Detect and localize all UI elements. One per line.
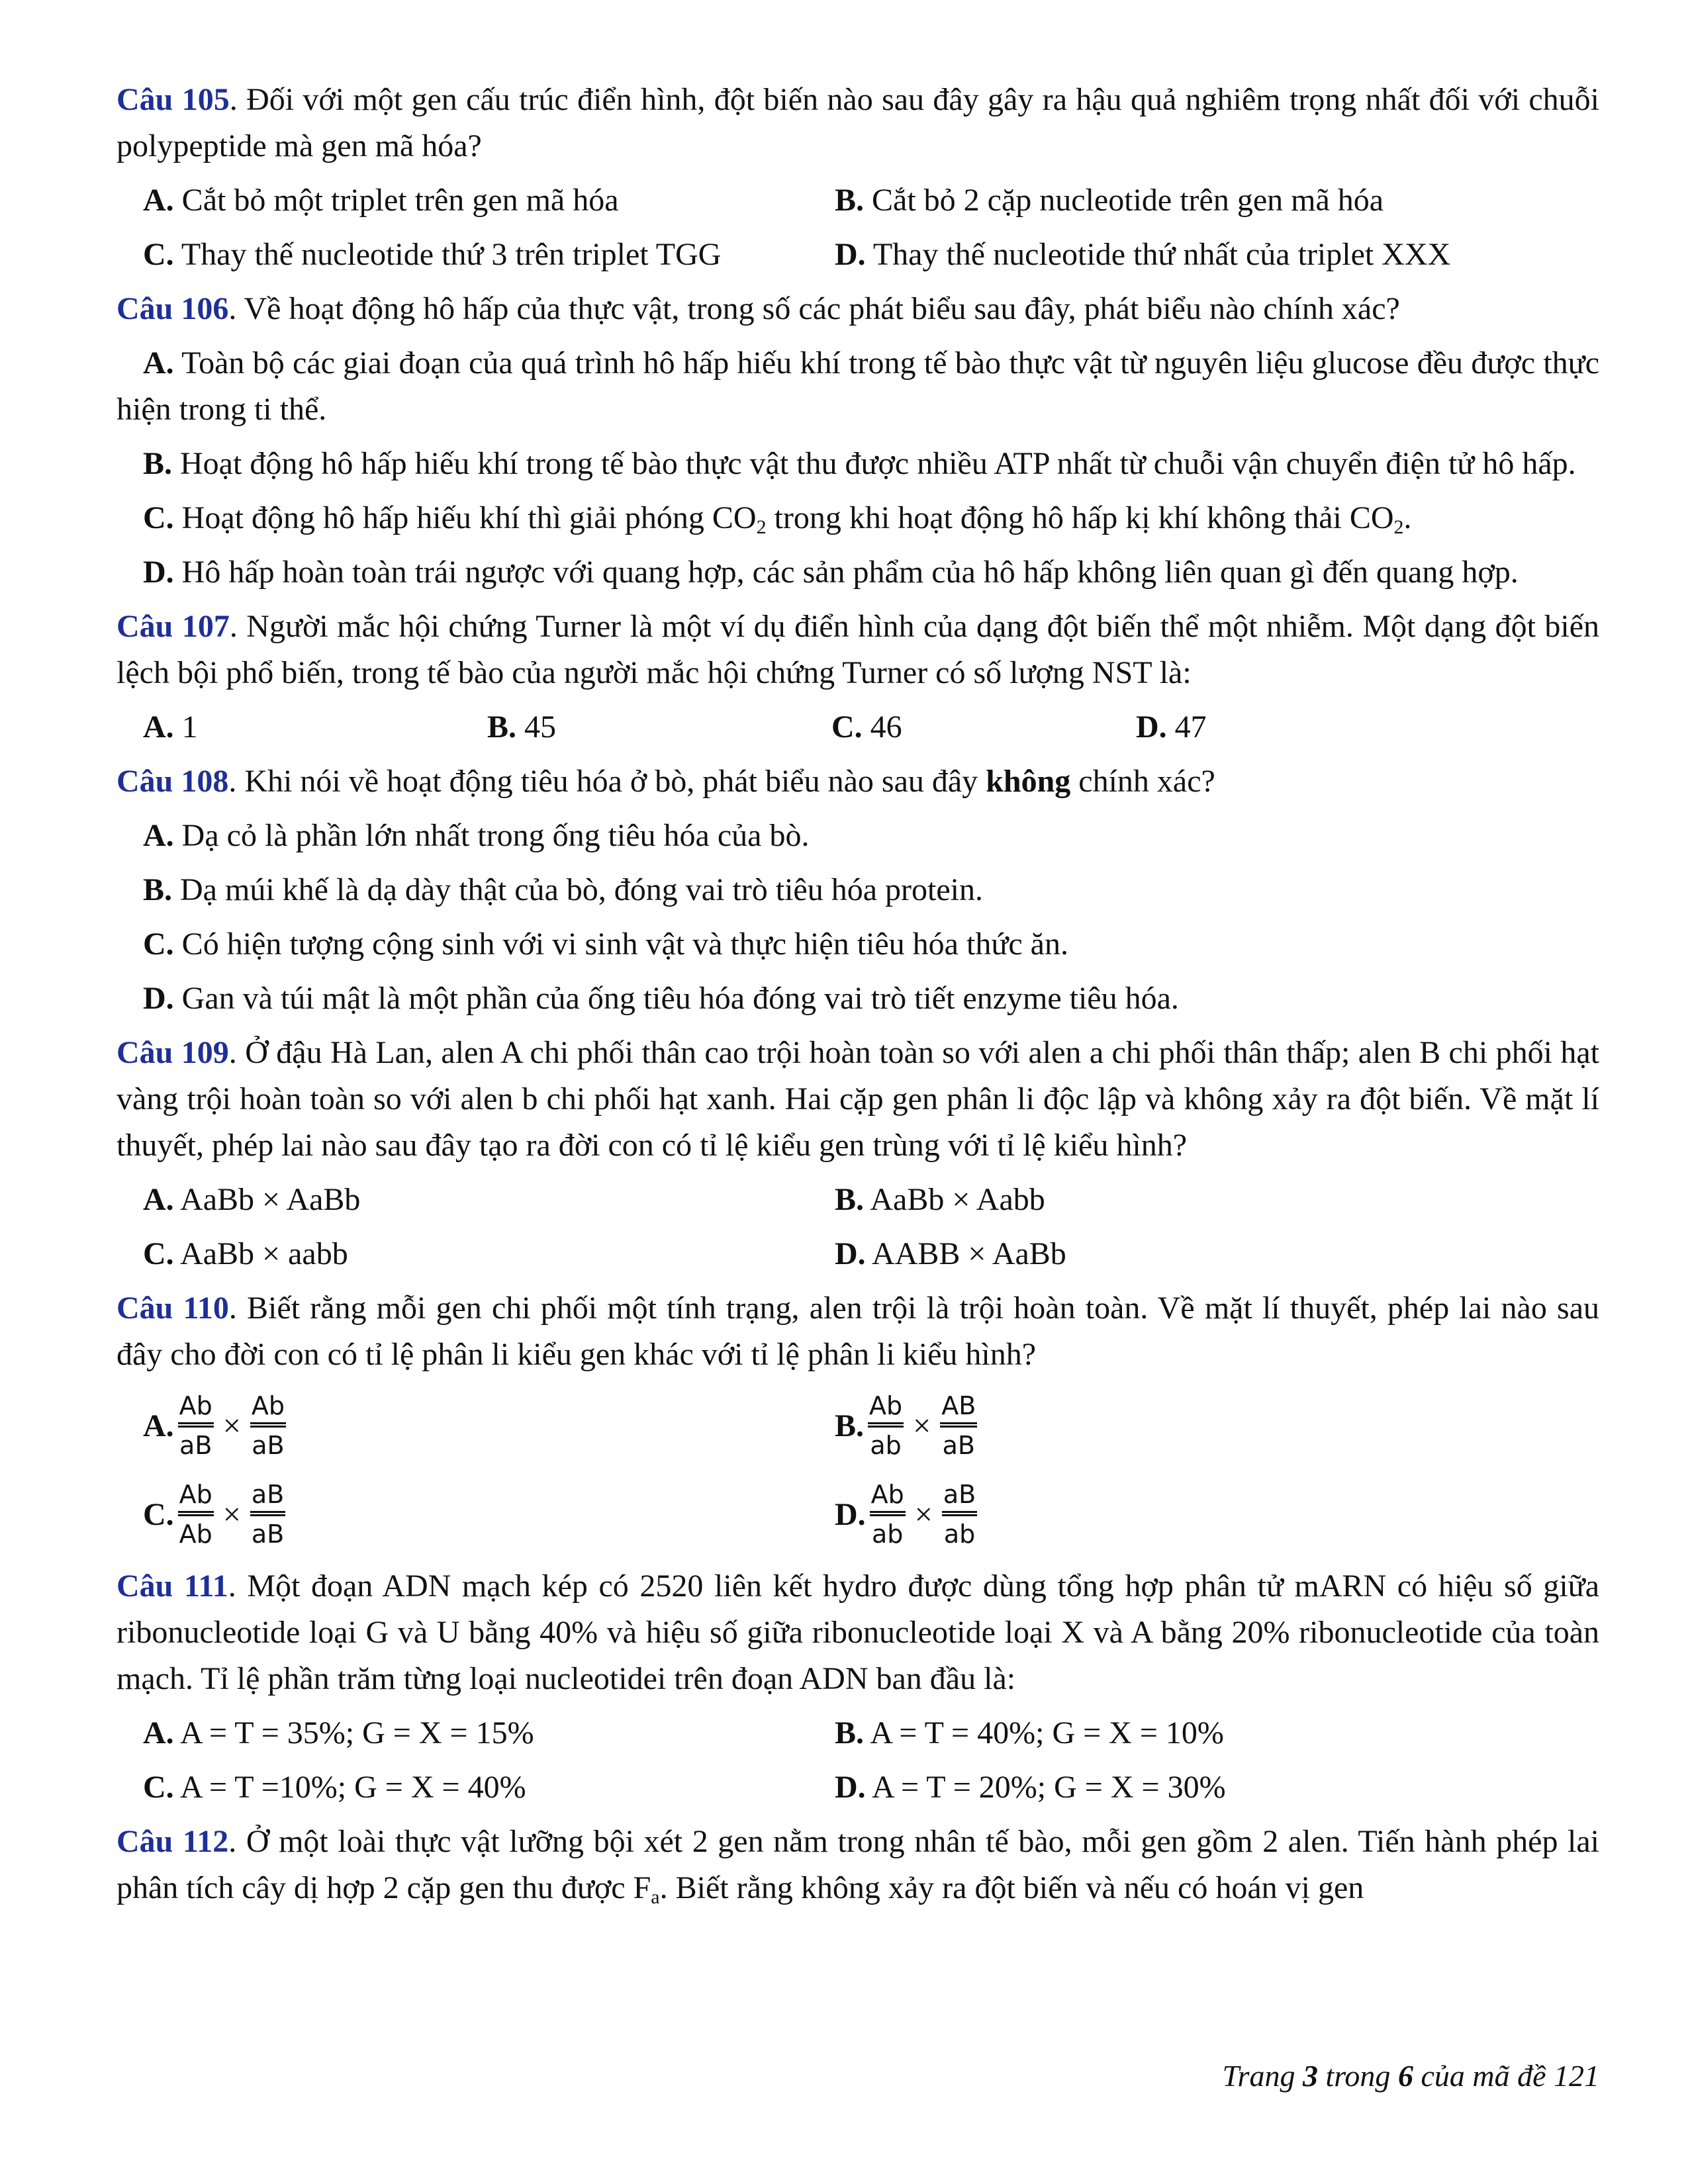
genotype-fraction: $\frac{Ab}{ab}$ [869, 1391, 903, 1460]
option-b: B. A = T = 40%; G = X = 10% [835, 1715, 1224, 1751]
option-b: B. $\frac{Ab}{ab}$ × $\frac{AB}{aB}$ [835, 1391, 976, 1460]
question-105 [117, 77, 1599, 169]
option-b: B. Cắt bỏ 2 cặp nucleotide trên gen mã hóa [835, 183, 1384, 218]
question-number: Câu 106 [117, 291, 229, 326]
genotype-fraction: $\frac{Ab}{ab}$ [870, 1480, 904, 1549]
options-row [117, 1473, 1599, 1555]
option-d: D. Gan và túi mật là một phần của ống tiêu hóa đóng vai trò tiết enzyme tiêu hóa. [143, 981, 1179, 1016]
option-b: B. 45 [487, 709, 557, 745]
option-c: C. Thay thế nucleotide thứ 3 trên triplet TGG [143, 237, 722, 272]
options-row [117, 704, 1599, 751]
question-text: . Người mắc hội chứng Turner là một ví dụ điển hình của dạng đột biến thể một nhiễm. Một dạng đột biến lệch bội phổ biến, trong tế bào của người mắc hội chứng Turner có số lượng NST là: [117, 609, 1600, 690]
question-number: Câu 110 [117, 1291, 229, 1326]
option-b: B. AaBb × Aabb [835, 1182, 1045, 1217]
option-c: C. Có hiện tượng cộng sinh với vi sinh vật và thực hiện tiêu hóa thức ăn. [143, 927, 1068, 962]
option-d: D. $\frac{Ab}{ab}$ × $\frac{aB}{ab}$ [835, 1480, 976, 1549]
options-row [117, 232, 1599, 278]
genotype-fraction: $\frac{Ab}{aB}$ [251, 1391, 285, 1460]
question-text: . Ở đậu Hà Lan, alen A chi phối thân cao trội hoàn toàn so với alen a chi phối thân thấp; alen B chi phối hạt vàng trội hoàn toàn so với alen b chi phối hạt xanh. Hai cặp gen phân li độc lập và không xảy ra đột biến. Về mặt lí thuyết, phép lai nào sau đây tạo ra đời con có tỉ lệ kiểu gen trùng với tỉ lệ kiểu hình? [117, 1035, 1600, 1163]
option-d: D. AABB × AaBb [835, 1236, 1066, 1271]
option-d: D. A = T = 20%; G = X = 30% [835, 1770, 1226, 1805]
question-110 [117, 1285, 1599, 1378]
question-number: Câu 111 [117, 1569, 228, 1604]
option-c: C. Hoạt động hô hấp hiếu khí thì giải phóng $CO_2$ trong khi hoạt động hô hấp kị khí không thải $CO_2$. [143, 500, 1412, 538]
option-a: A. A = T = 35%; G = X = 15% [143, 1715, 534, 1751]
option-a: A. Dạ cỏ là phần lớn nhất trong ống tiêu hóa của bò. [143, 818, 810, 853]
question-text: . Một đoạn ADN mạch kép có 2520 liên kết hydro được dùng tổng hợp phân tử mARN có hiệu số giữa ribonucleotide loại G và U bằng 40% và hiệu số giữa ribonucleotide loại X và A bằng 20% ribonucleotide của toàn mạch. Tỉ lệ phần trăm từng loại nucleotidei trên đoạn ADN ban đầu là: [117, 1569, 1600, 1696]
exam-page [117, 77, 1599, 1911]
question-text: . Về hoạt động hô hấp của thực vật, trong số các phát biểu sau đây, phát biểu nào chính xác? [228, 291, 1400, 326]
option-c: C. $\frac{Ab}{Ab}$ × $\frac{aB}{aB}$ [143, 1480, 285, 1549]
option-c: C. AaBb × aabb [143, 1236, 348, 1271]
option-d: D. 47 [1136, 709, 1207, 745]
options-row [117, 1231, 1599, 1277]
options-row [117, 1177, 1599, 1223]
option-a: A. Toàn bộ các giai đoạn của quá trình hô hấp hiếu khí trong tế bào thực vật từ nguyên liệu glucose đều được thực hiện trong ti thể. [117, 345, 1599, 427]
genotype-fraction: $\frac{aB}{aB}$ [251, 1480, 285, 1549]
question-111 [117, 1563, 1599, 1702]
question-107 [117, 604, 1599, 696]
question-109 [117, 1030, 1599, 1169]
question-112: Câu 112. Ở một loài thực vật lưỡng bội xét 2 gen nằm trong nhân tế bào, mỗi gen gồm 2 alen. Tiến hành phép lai phân tích cây dị hợp 2 cặp gen thu được $F_a$. Biết rằng không xảy ra đột biến và nếu có hoán vị gen [117, 1824, 1599, 1908]
question-text: . Biết rằng mỗi gen chi phối một tính trạng, alen trội là trội hoàn toàn. Về mặt lí thuyết, phép lai nào sau đây cho đời con có tỉ lệ phân li kiểu gen khác với tỉ lệ phân li kiểu hình? [117, 1291, 1599, 1372]
option-b: B. Dạ múi khế là dạ dày thật của bò, đóng vai trò tiêu hóa protein. [143, 872, 983, 907]
question-number: Câu 105 [117, 82, 230, 117]
option-a: A. AaBb × AaBb [143, 1182, 361, 1217]
genotype-fraction: $\frac{Ab}{aB}$ [179, 1391, 212, 1460]
question-number: Câu 109 [117, 1035, 229, 1070]
question-number: Câu 107 [117, 609, 230, 644]
options-row [117, 1764, 1599, 1811]
options-row [117, 1385, 1599, 1467]
genotype-fraction: $\frac{Ab}{Ab}$ [179, 1480, 212, 1549]
option-d: D. Hô hấp hoàn toàn trái ngược với quang hợp, các sản phẩm của hô hấp không liên quan gì đến quang hợp. [143, 555, 1519, 590]
option-a: A. Cắt bỏ một triplet trên gen mã hóa [143, 183, 619, 218]
question-number: Câu 108 [117, 764, 229, 799]
question-text: . Đối với một gen cấu trúc điển hình, đột biến nào sau đây gây ra hậu quả nghiêm trọng nhất đối với chuỗi polypeptide mà gen mã hóa? [117, 82, 1600, 163]
option-d: D. Thay thế nucleotide thứ nhất của triplet XXX [835, 237, 1451, 272]
option-c: C. A = T =10%; G = X = 40% [143, 1770, 526, 1805]
option-a: A. $\frac{Ab}{aB}$ × $\frac{Ab}{aB}$ [143, 1391, 285, 1460]
question-number: Câu 112 [117, 1824, 229, 1859]
question-108: Câu 108. Khi nói về hoạt động tiêu hóa ở bò, phát biểu nào sau đây không chính xác? [117, 764, 1215, 799]
option-a: A. 1 [143, 709, 198, 745]
genotype-fraction: $\frac{aB}{ab}$ [943, 1480, 976, 1549]
options-row [117, 177, 1599, 224]
genotype-fraction: $\frac{AB}{aB}$ [941, 1391, 976, 1460]
option-c: C. 46 [831, 709, 902, 745]
question-106 [117, 286, 1599, 332]
options-row [117, 1710, 1599, 1756]
option-b: B. Hoạt động hô hấp hiếu khí trong tế bào thực vật thu được nhiều ATP nhất từ chuỗi vận chuyển điện tử hô hấp. [143, 446, 1576, 481]
page-footer: Trang 3 trong 6 của mã đề 121 [1222, 2059, 1599, 2093]
